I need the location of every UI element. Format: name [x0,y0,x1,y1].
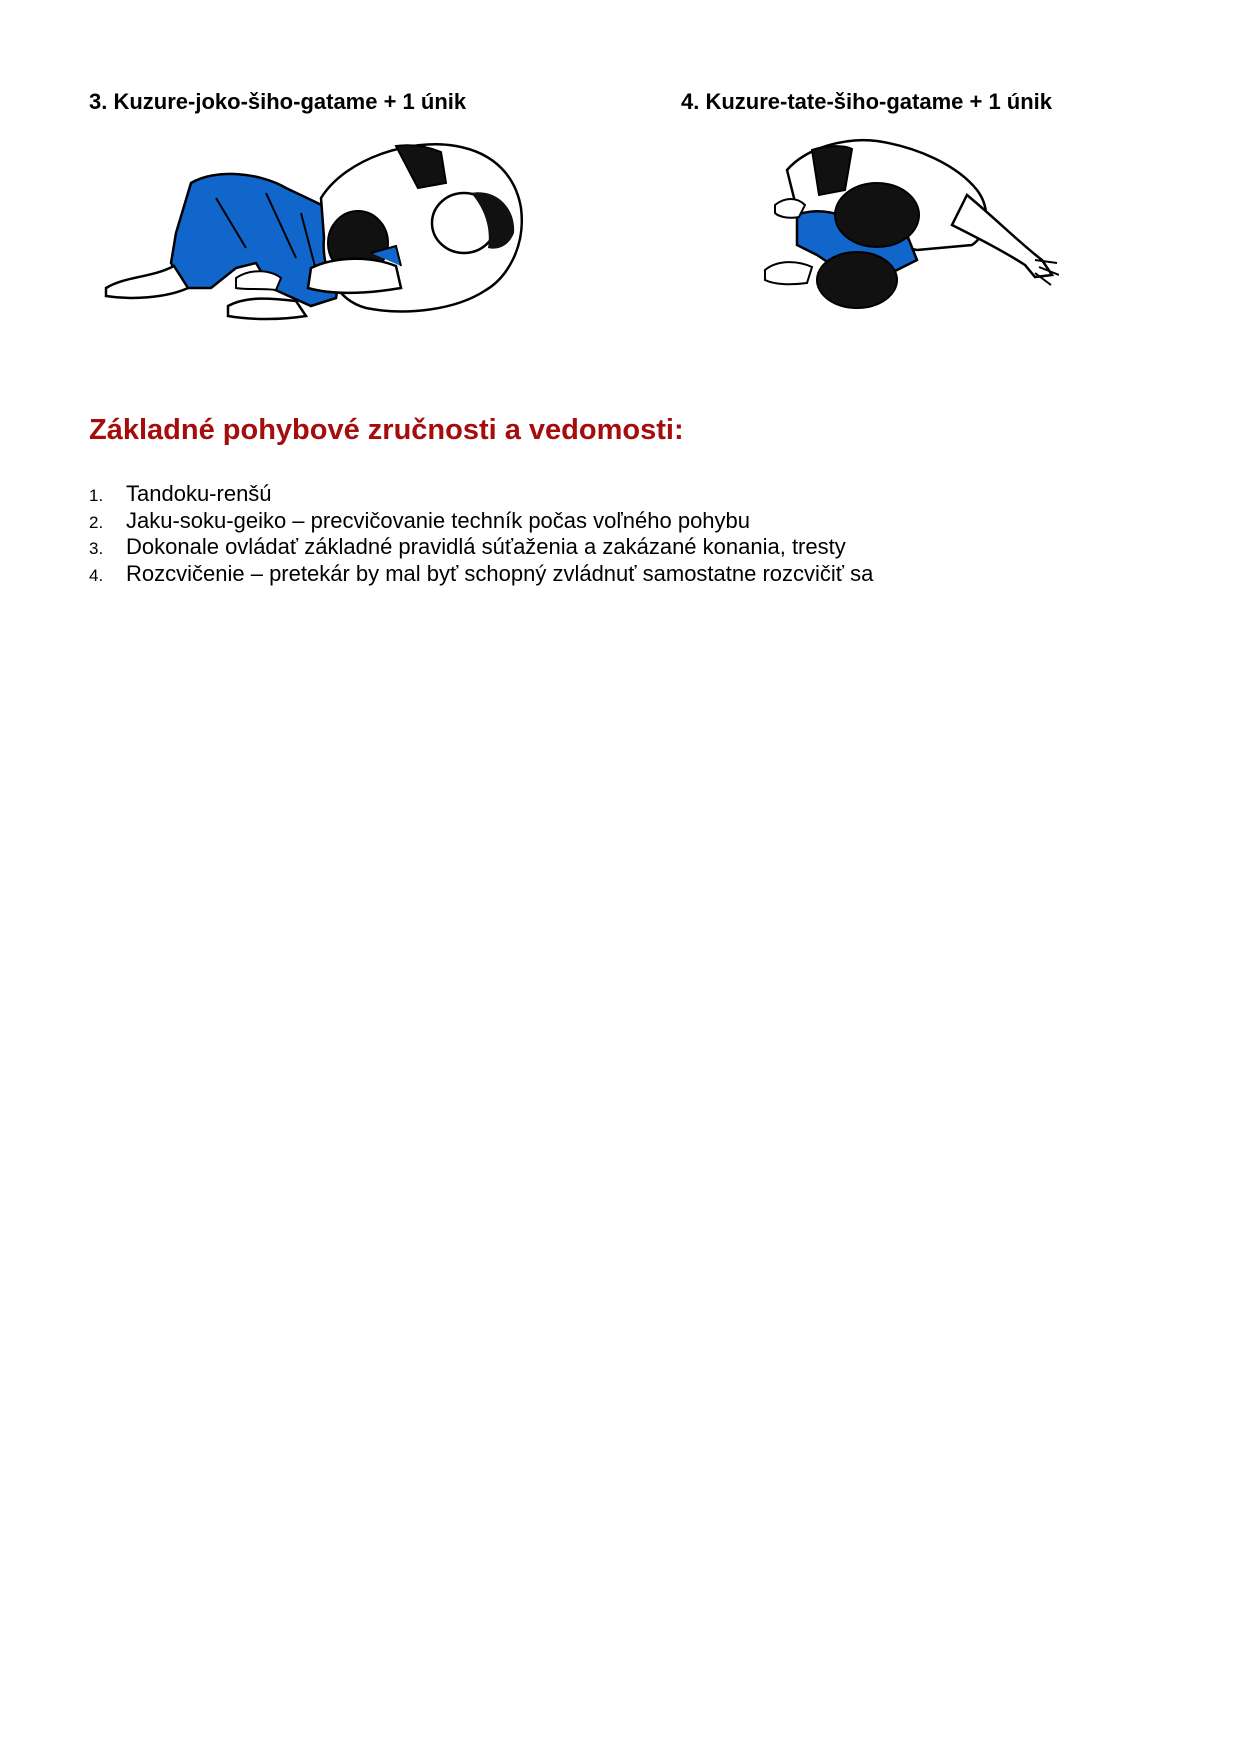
list-item-text: Dokonale ovládať základné pravidlá súťaženia a zakázané konania, tresty [126,534,846,559]
list-item-number: 2. [89,512,104,532]
list-item [89,561,1149,588]
list-item-text: Tandoku-renšú [126,481,272,506]
section-heading: Základné pohybové zručnosti a vedomosti: [89,414,684,446]
top-player-head-4 [835,183,919,247]
black-belt-4 [812,146,852,195]
list-item [89,508,1149,535]
foot-4 [775,199,805,218]
technique-4 [681,88,1161,116]
list-item-number: 3. [89,539,104,558]
foot-left [106,266,188,298]
foot-right [228,299,306,319]
list-item-number: 4. [89,565,104,585]
list-item [89,481,1149,508]
technique-3-title: 3. Kuzure-joko-šiho-gatame + 1 únik [89,89,467,114]
list-item-text: Jaku-soku-geiko – precvičovanie techník počas voľného pohybu [126,507,751,533]
list-item-number: 1. [89,486,104,505]
list-item-text: Rozcvičenie – pretekár by mal byť schopný zvládnuť samostatne rozcvičiť sa [126,560,874,586]
arm-wrap [308,259,401,293]
technique-3 [89,88,609,116]
list-item [89,534,1149,561]
hand-left-4 [765,262,812,284]
skills-list [89,481,1149,587]
technique-4-title: 4. Kuzure-tate-šiho-gatame + 1 únik [681,89,1053,114]
kuzure-tate-shiho-gatame-illustration [757,135,1059,335]
kuzure-joko-shiho-gatame-illustration [96,138,532,338]
bottom-player-head-4 [817,252,897,308]
hand-left [236,271,281,290]
